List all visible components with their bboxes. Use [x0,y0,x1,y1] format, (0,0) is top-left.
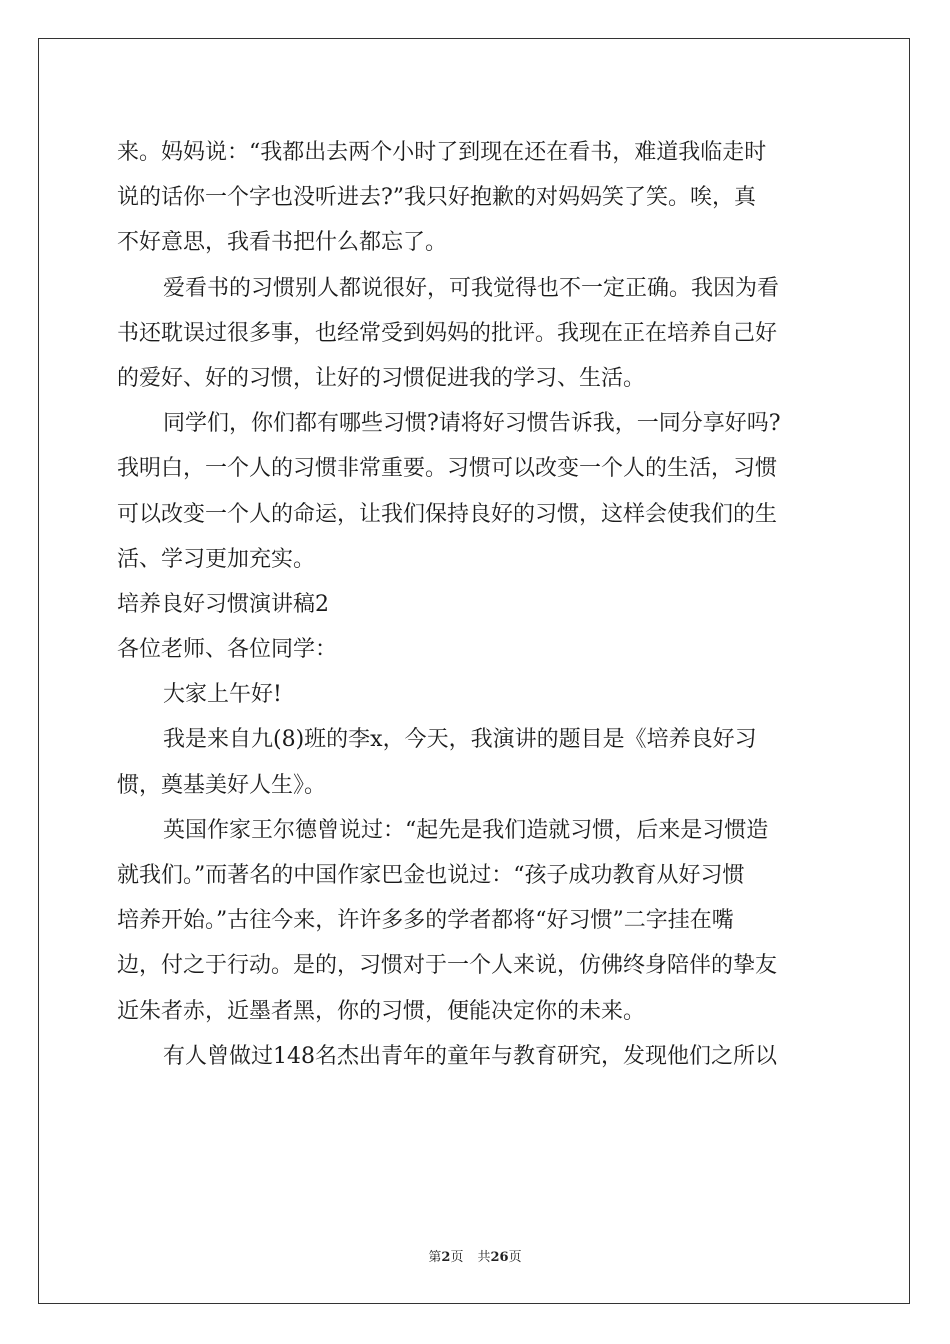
greeting: 大家上午好! [163,682,282,708]
footer-prefix: 第 [428,1250,442,1265]
text-line: 不好意思，我看书把什么都忘了。 [117,230,448,256]
paragraph-start: 我是来自九(8)班的李x，今天，我演讲的题目是《培养良好习 [163,727,757,753]
text-line: 就我们。”而著名的中国作家巴金也说过：“孩子成功教育从好习惯 [117,863,745,888]
section-title: 培养良好习惯演讲稿2 [117,591,329,617]
footer-total-unit: 页 [508,1250,522,1265]
page-footer [0,1246,950,1265]
document-body [117,130,837,1079]
total-page-count: 26 [490,1250,509,1265]
text-line: 书还耽误过很多事，也经常受到妈妈的批评。我现在正在培养自己好 [117,320,778,346]
footer-total-prefix: 共 [477,1250,491,1265]
footer-page-unit: 页 [450,1250,464,1265]
paragraph-start: 爱看书的习惯别人都说很好，可我觉得也不一定正确。我因为看 [163,275,780,301]
paragraph-start: 同学们，你们都有哪些习惯?请将好习惯告诉我，一同分享好吗? [163,411,781,437]
text-line: 边，付之于行动。是的，习惯对于一个人来说，仿佛终身陪伴的挚友 [117,953,778,979]
paragraph-start: 有人曾做过148名杰出青年的童年与教育研究，发现他们之所以 [163,1043,777,1069]
text-line: 培养开始。”古往今来，许许多多的学者都将“好习惯”二字挂在嘴 [117,908,734,934]
paragraph-start: 英国作家王尔德曾说过：“起先是我们造就习惯，后来是习惯造 [163,817,769,843]
text-line: 可以改变一个人的命运，让我们保持良好的习惯，这样会使我们的生 [117,501,778,527]
text-line: 惯，奠基美好人生》。 [117,772,327,798]
text-line: 近朱者赤，近墨者黑，你的习惯，便能决定你的未来。 [117,998,646,1024]
text-line: 我明白，一个人的习惯非常重要。习惯可以改变一个人的生活，习惯 [117,456,778,482]
text-line: 活、学习更加充实。 [117,546,316,572]
current-page-number: 2 [441,1250,451,1265]
text-line: 说的话你一个字也没听进去?”我只好抱歉的对妈妈笑了笑。唉，真 [117,185,757,211]
salutation: 各位老师、各位同学： [117,637,338,663]
text-line: 来。妈妈说：“我都出去两个小时了到现在还在看书，难道我临走时 [117,140,767,165]
text-line: 的爱好、好的习惯，让好的习惯促进我的学习、生活。 [117,365,646,391]
